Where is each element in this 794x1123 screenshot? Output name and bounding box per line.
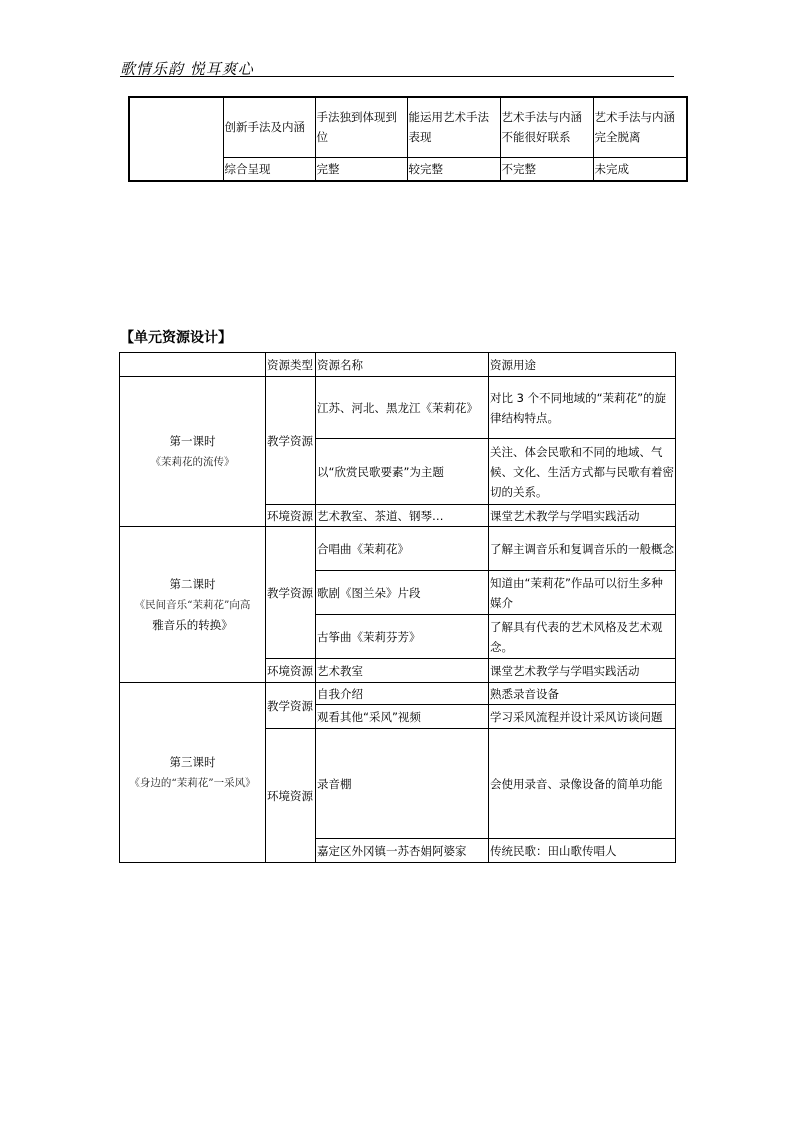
resource-use: 课堂艺术教学与学唱实践活动 [489,659,676,683]
resource-use: 课堂艺术教学与学唱实践活动 [489,505,676,527]
resource-name: 录音棚 [316,729,489,839]
resource-type: 教学资源 [266,527,316,659]
resource-use: 关注、体会民歌和不同的地域、气候、文化、生活方式都与民歌有着密切的关系。 [489,439,676,505]
resource-type: 教学资源 [266,377,316,505]
rubric-level-2: 较完整 [407,157,500,181]
rubric-level-1: 手法独到体现到位 [315,97,407,157]
rubric-criterion: 综合呈现 [223,157,315,181]
resource-name: 观看其他“采风”视频 [316,705,489,729]
lesson-title: 第三课时 [169,755,216,769]
page-header [120,58,674,78]
resource-name: 艺术教室 [316,659,489,683]
resource-design-table [119,352,676,863]
rubric-blank-cell [129,97,223,181]
resource-use: 会使用录音、录像设备的简单功能 [489,729,676,839]
resource-use: 熟悉录音设备 [489,683,676,705]
rubric-level-4: 艺术手法与内涵完全脱离 [593,97,687,157]
rubric-level-3: 艺术手法与内涵不能很好联系 [500,97,593,157]
header-rule [120,76,674,77]
resource-name: 合唱曲《茉莉花》 [316,527,489,571]
resource-use: 学习采风流程并设计采风访谈问题 [489,705,676,729]
resource-name: 嘉定区外冈镇一苏杏娟阿婆家 [316,839,489,863]
resource-name: 古筝曲《茉莉芬芳》 [316,615,489,659]
table-row [129,97,687,157]
lesson-subtitle-continued: 雅音乐的转换》 [152,618,233,632]
resource-name: 自我介绍 [316,683,489,705]
resource-use: 对比 3 个不同地域的“茉莉花”的旋律结构特点。 [489,377,676,439]
resource-use: 了解具有代表的艺术风格及艺术观念。 [489,615,676,659]
header-title: 歌情乐韵 悦耳爽心 [120,60,254,78]
rubric-level-2: 能运用艺术手法表现 [407,97,500,157]
lesson-subtitle: 《民间音乐“茉莉花”向高 [134,599,251,611]
resource-name: 艺术教室、茶道、钢琴… [316,505,489,527]
resource-type: 环境资源 [266,729,316,863]
lesson-cell [120,527,266,683]
resource-name: 江苏、河北、黑龙江《茉莉花》 [316,377,489,439]
resource-use: 传统民歌：田山歌传唱人 [489,839,676,863]
resource-name: 歌剧《图兰朵》片段 [316,571,489,615]
lesson-title: 第二课时 [169,577,216,591]
table-row [120,527,676,571]
rubric-criterion: 创新手法及内涵 [223,97,315,157]
lesson-subtitle: 《身边的“茉莉花”一采风》 [129,777,256,789]
resource-type: 环境资源 [266,659,316,683]
lesson-cell [120,683,266,863]
resource-type: 教学资源 [266,683,316,729]
rubric-table [128,96,688,182]
column-header: 资源名称 [316,353,489,377]
lesson-subtitle: 《茉莉花的流传》 [150,456,235,468]
section-heading: 【单元资源设计】 [120,330,232,346]
resource-use: 了解主调音乐和复调音乐的一般概念 [489,527,676,571]
column-header [120,353,266,377]
resource-use: 知道由“茉莉花”作品可以衍生多种媒介 [489,571,676,615]
lesson-cell [120,377,266,527]
rubric-level-3: 不完整 [500,157,593,181]
resource-name: 以“欣赏民歌要素”为主题 [316,439,489,505]
rubric-level-1: 完整 [315,157,407,181]
column-header: 资源用途 [489,353,676,377]
table-row [120,683,676,705]
table-header-row [120,353,676,377]
lesson-title: 第一课时 [169,434,216,448]
resource-type: 环境资源 [266,505,316,527]
column-header: 资源类型 [266,353,316,377]
rubric-level-4: 未完成 [593,157,687,181]
table-row [120,377,676,439]
